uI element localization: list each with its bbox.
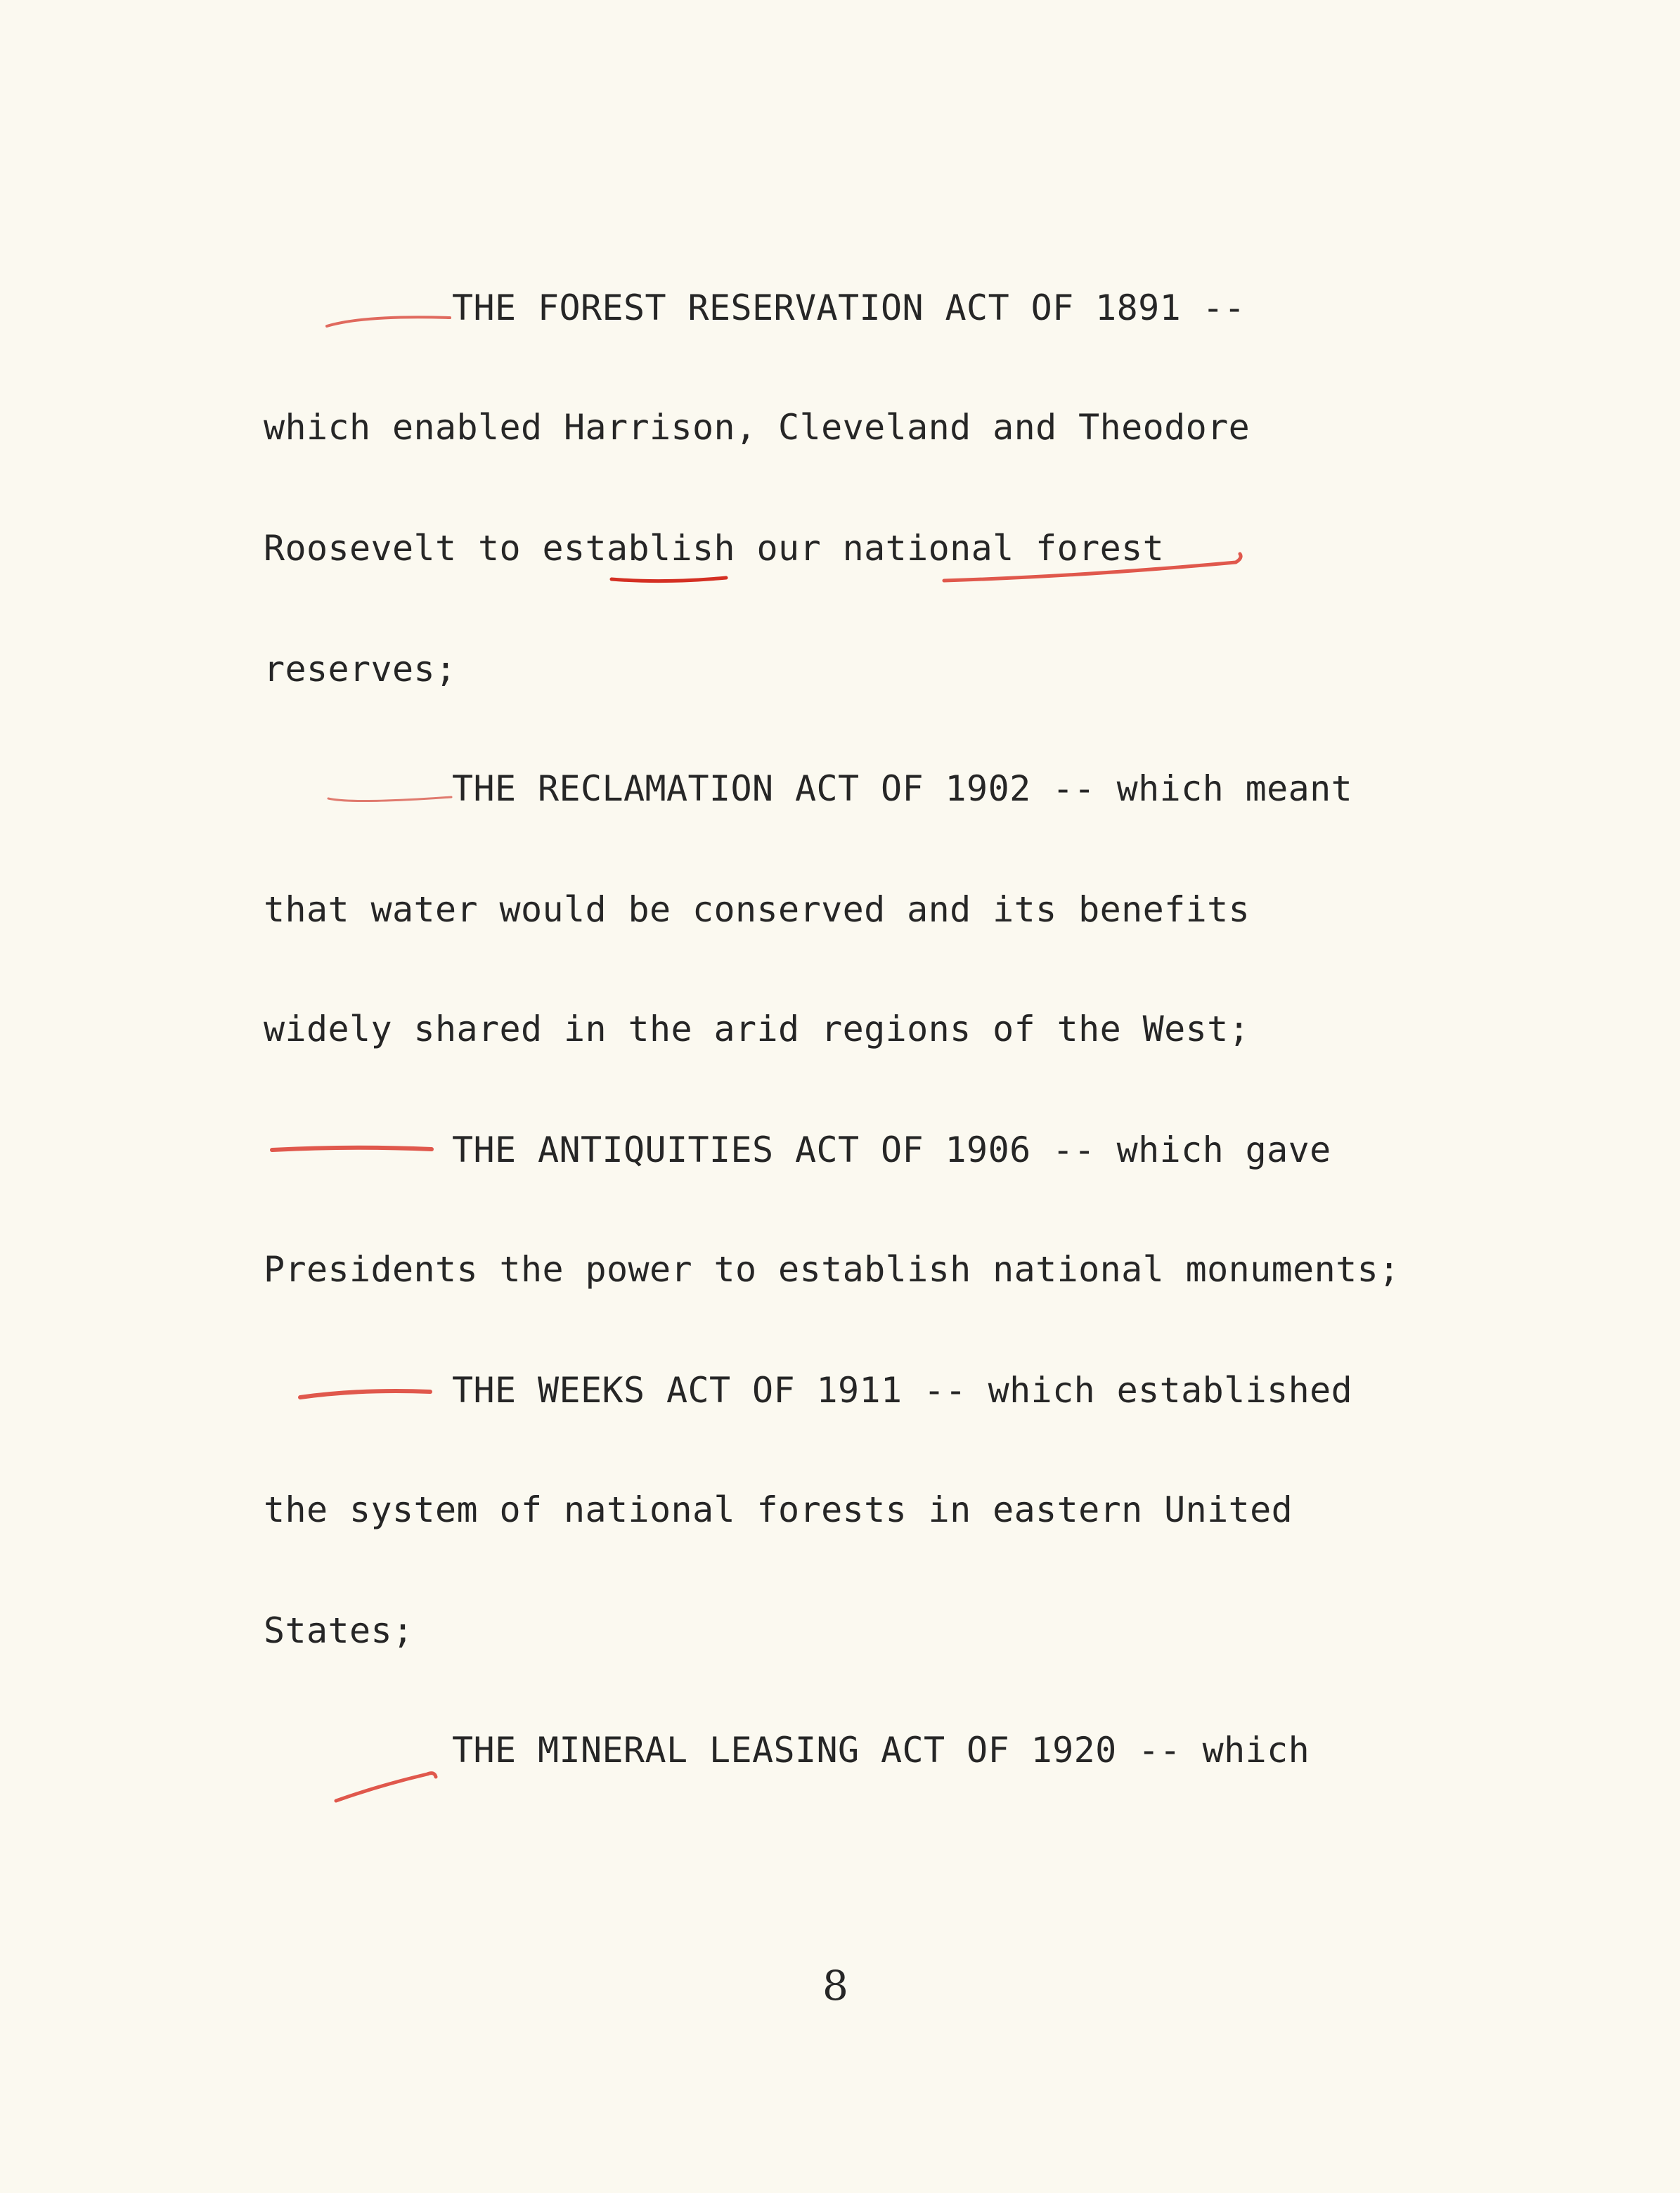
text-line: that water would be conserved and its benefits: [264, 889, 1251, 930]
text-line: reserves;: [264, 649, 457, 690]
red-pencil-dash-4: [297, 1385, 437, 1406]
text-line: widely shared in the arid regions of the West;: [264, 1009, 1251, 1049]
text-line: States;: [264, 1610, 414, 1651]
red-pencil-dash-2: [325, 787, 458, 808]
text-line: Roosevelt to establish our national forest: [264, 528, 1165, 569]
page-number: 8: [822, 1962, 848, 2010]
line-weeks-act: THE WEEKS ACT OF 1911 -- which established: [452, 1370, 1353, 1411]
text-line: the system of national forests in eastern United: [264, 1489, 1293, 1530]
red-pencil-dash-1: [323, 302, 457, 330]
red-pencil-dash-3: [269, 1139, 437, 1160]
text-line: which enabled Harrison, Cleveland and Theodore: [264, 407, 1251, 448]
line-reclamation-act: THE RECLAMATION ACT OF 1902 -- which meant: [452, 768, 1353, 809]
underline-establish: [608, 571, 731, 588]
red-pencil-dash-5: [330, 1757, 443, 1806]
text-line: Presidents the power to establish national monuments;: [264, 1249, 1400, 1290]
line-forest-reservation-act: THE FOREST RESERVATION ACT OF 1891 --: [452, 287, 1246, 328]
line-mineral-leasing-act: THE MINERAL LEASING ACT OF 1920 -- which: [452, 1730, 1310, 1771]
line-antiquities-act: THE ANTIQUITIES ACT OF 1906 -- which gave: [452, 1130, 1331, 1170]
